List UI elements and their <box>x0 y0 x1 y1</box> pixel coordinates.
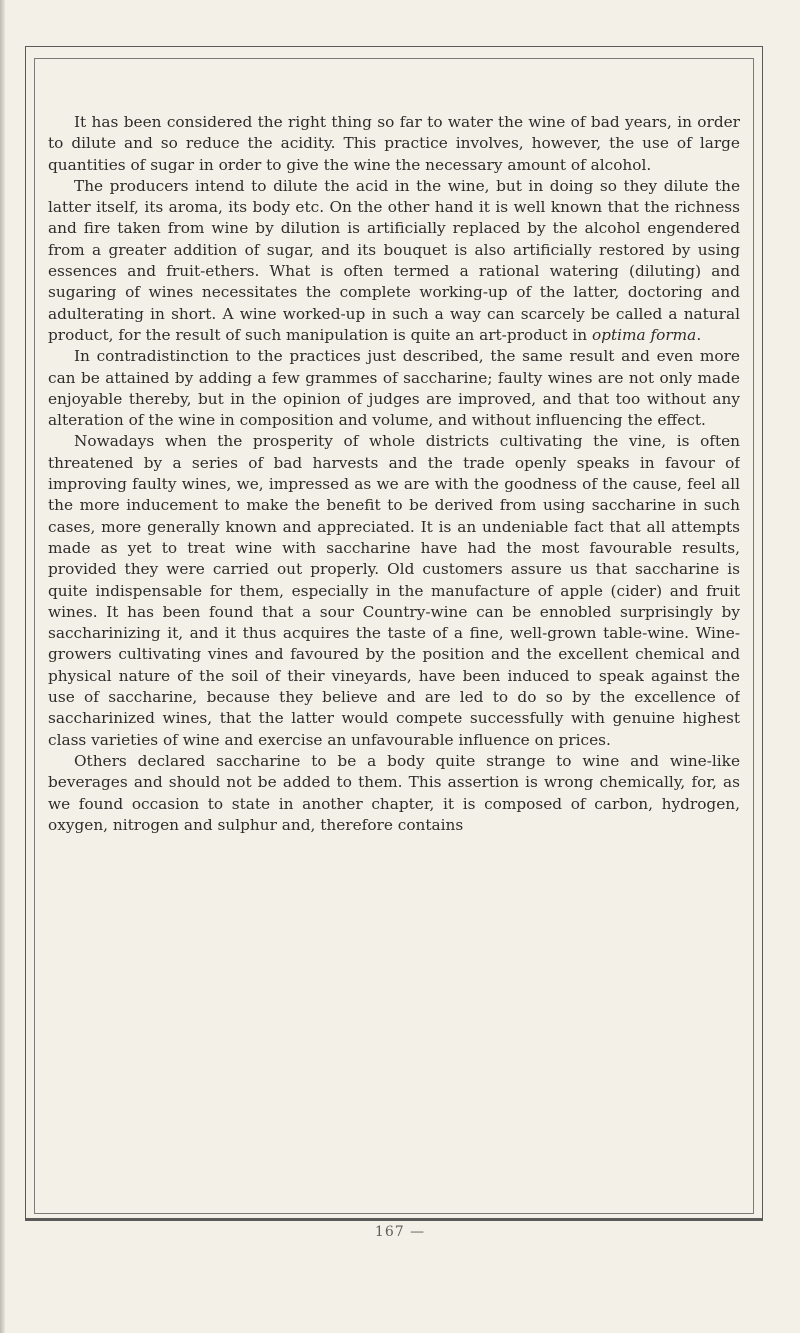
paragraph-3: In contradistinction to the practices just described, the same result and even more can be attained by adding a few grammes of saccharine; faulty wines are not only made enjoyable thereby, but in the opinion of judges are improved, and that too without any alteration of the wine in composition and volume, and without influencing the effect. <box>48 347 740 430</box>
body-text <box>48 112 740 1212</box>
page-number: 167 — <box>374 1224 426 1240</box>
paragraph-5: Others declared saccharine to be a body quite strange to wine and wine-like beverages and should not be added to them. This assertion is wrong chemically, for, as we found occasion to state in another chapter, it is composed of carbon, hydrogen, oxygen, nitrogen and sulphur and, therefore contains <box>48 751 740 834</box>
paragraph-2: The producers intend to dilute the acid in the wine, but in doing so they dilute the latter itself, its aroma, its body etc. On the other hand it is well known that the richness and fire taken from wine by dilution is artificially replaced by the alcohol engendered from a greater addition of sugar, and its bouquet is also artificially restored by using essences and fruit-ethers. What is often termed a rational watering (diluting) and sugaring of wines necessitates the complete working-up of the latter, doctoring and adulterating in short. A wine worked-up in such a way can scarcely be called a natural product, for the result of such manipulation is quite an art-product in optima forma. <box>48 176 740 344</box>
paragraph-1: It has been considered the right thing so far to water the wine of bad years, in order to dilute and so reduce the acidity. This practice involves, however, the use of large quantities of sugar in order to give the wine the necessary amount of alcohol. <box>48 113 740 174</box>
paragraph-4: Nowadays when the prosperity of whole districts cultivating the vine, is often threatened by a series of bad harvests and the trade openly speaks in favour of improving faulty wines, we, impressed as we are with the goodness of the cause, feel all the more inducement to make the benefit to be derived from using saccharine in such cases, more generally known and appreciated. It is an undeniable fact that all attempts made as yet to treat wine with saccharine have had the most favourable results, provided they were carried out properly. Old customers assure us that saccharine is quite indispensable for them, especially in the manufacture of apple (cider) and fruit wines. It has been found that a sour Country-wine can be ennobled surprisingly by saccharinizing it, and it thus acquires the taste of a fine, well-grown table-wine. Wine-growers cultivating vines and favoured by the position and the excellent chemical and physical nature of the soil of their vineyards, have been induced to speak against the use of saccharine, because they believe and are led to do so by the excellence of saccharinized wines, that the latter would compete successfully with genuine highest class varieties of wine and exercise an unfavourable influence on prices. <box>48 432 740 749</box>
page-edge-shadow <box>0 0 5 1333</box>
italic-latin-phrase: optima forma <box>591 325 697 344</box>
